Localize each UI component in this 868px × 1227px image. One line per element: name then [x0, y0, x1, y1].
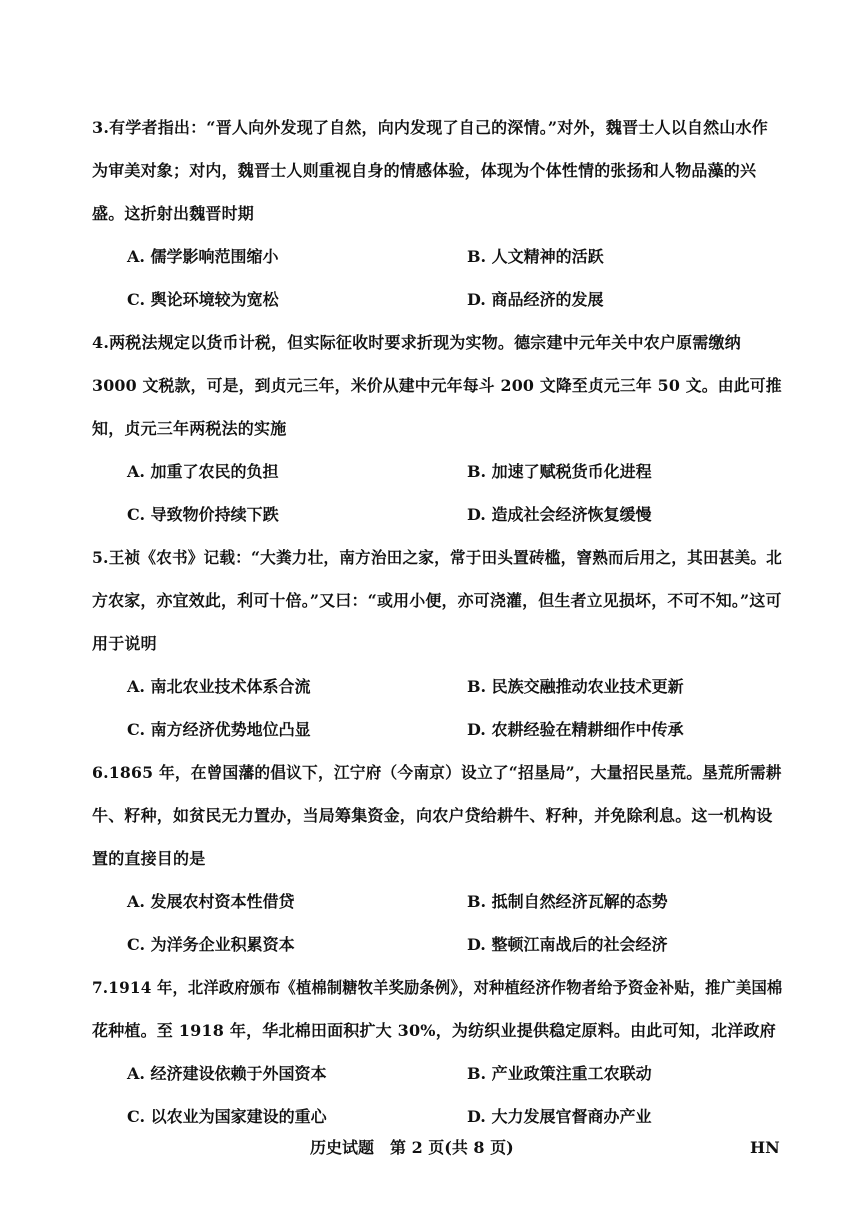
question-text-line: 4.两税法规定以货币计税，但实际征收时要求折现为实物。德宗建中元年关中农户原需缴纳	[92, 333, 741, 352]
question-text-line: 牛、籽种，如贫民无力置办，当局筹集资金，向农户贷给耕牛、籽种，并免除利息。这一机构设	[92, 806, 773, 825]
option-a[interactable]: A. 儒学影响范围缩小	[127, 247, 279, 266]
option-c[interactable]: C. 为洋务企业积累资本	[127, 935, 295, 954]
question-text-line: 3.有学者指出：“晋人向外发现了自然，向内发现了自己的深情。”对外，魏晋士人以自然山水作	[92, 118, 768, 137]
question-text-line: 6.1865 年，在曾国藩的倡议下，江宁府（今南京）设立了“招垦局”，大量招民垦荒。垦荒所需耕	[92, 763, 782, 782]
page-footer-label: 历史试题 第 2 页(共 8 页)	[310, 1138, 514, 1157]
option-c[interactable]: C. 导致物价持续下跌	[127, 505, 279, 524]
question-text-line: 置的直接目的是	[92, 849, 206, 868]
option-a[interactable]: A. 加重了农民的负担	[127, 462, 279, 481]
option-d[interactable]: D. 农耕经验在精耕细作中传承	[467, 720, 684, 739]
exam-region-code: HN	[750, 1138, 780, 1157]
option-a[interactable]: A. 南北农业技术体系合流	[127, 677, 311, 696]
question-text-line: 5.王祯《农书》记载：“大粪力壮，南方治田之家，常于田头置砖槛，窨熟而后用之，其田甚美。北	[92, 548, 782, 567]
question-text-line: 用于说明	[92, 634, 157, 653]
option-b[interactable]: B. 产业政策注重工农联动	[467, 1064, 652, 1083]
option-b[interactable]: B. 民族交融推动农业技术更新	[467, 677, 684, 696]
option-b[interactable]: B. 抵制自然经济瓦解的态势	[467, 892, 668, 911]
option-c[interactable]: C. 南方经济优势地位凸显	[127, 720, 311, 739]
option-d[interactable]: D. 商品经济的发展	[467, 290, 604, 309]
option-d[interactable]: D. 整顿江南战后的社会经济	[467, 935, 668, 954]
option-a[interactable]: A. 发展农村资本性借贷	[127, 892, 295, 911]
option-d[interactable]: D. 造成社会经济恢复缓慢	[467, 505, 652, 524]
option-a[interactable]: A. 经济建设依赖于外国资本	[127, 1064, 327, 1083]
question-text-line: 7.1914 年，北洋政府颁布《植棉制糖牧羊奖励条例》，对种植经济作物者给予资金补贴，推广美国棉	[92, 978, 783, 997]
question-text-line: 盛。这折射出魏晋时期	[92, 204, 255, 223]
option-c[interactable]: C. 舆论环境较为宽松	[127, 290, 279, 309]
question-text-line: 为审美对象；对内，魏晋士人则重视自身的情感体验，体现为个体性情的张扬和人物品藻的兴	[92, 161, 757, 180]
question-text-line: 花种植。至 1918 年，华北棉田面积扩大 30%，为纺织业提供稳定原料。由此可知，北洋政府	[92, 1021, 776, 1040]
option-c[interactable]: C. 以农业为国家建设的重心	[127, 1107, 327, 1126]
option-b[interactable]: B. 加速了赋税货币化进程	[467, 462, 652, 481]
question-text-line: 方农家，亦宜效此，利可十倍。”又曰：“或用小便，亦可浇灌，但生者立见损坏，不可不知。”这可	[92, 591, 782, 610]
question-text-line: 3000 文税款，可是，到贞元三年，米价从建中元年每斗 200 文降至贞元三年 50 文。由此可推	[92, 376, 782, 395]
option-d[interactable]: D. 大力发展官督商办产业	[467, 1107, 652, 1126]
question-text-line: 知，贞元三年两税法的实施	[92, 419, 287, 438]
option-b[interactable]: B. 人文精神的活跃	[467, 247, 604, 266]
